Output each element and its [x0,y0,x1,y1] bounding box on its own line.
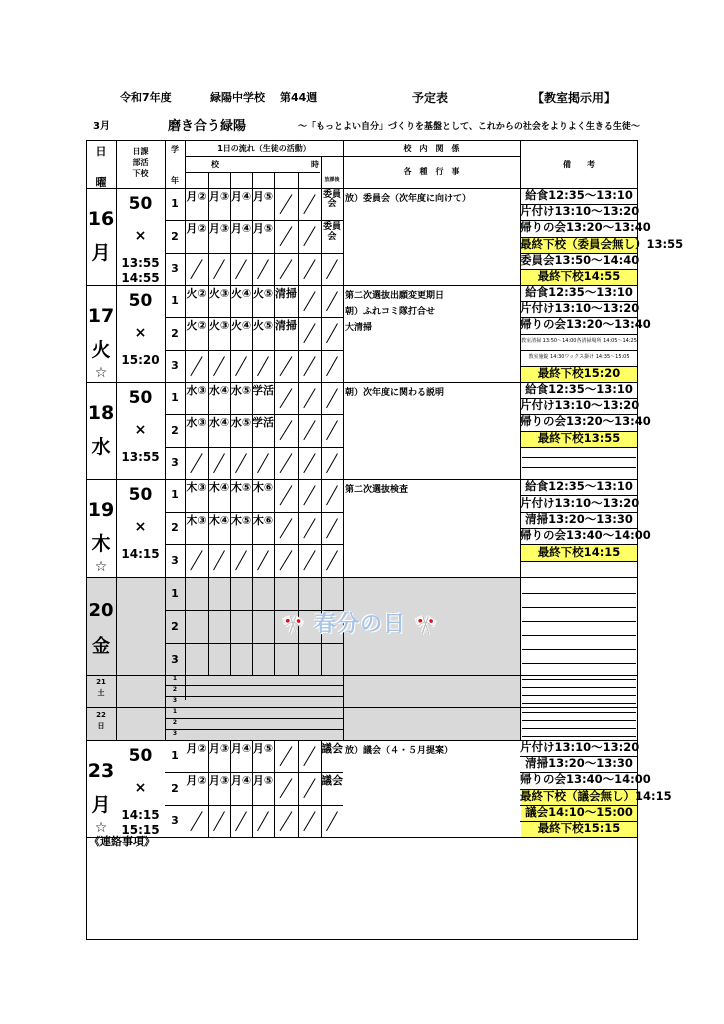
period-length: 50 [128,388,153,408]
slash-mark [185,544,208,577]
day-of-week: 月 [91,242,111,264]
row-rule [165,685,343,686]
remark-text: 給食12:35～13:10 [525,382,633,397]
event-text: 放）委員会（次年度に向けて） [345,194,472,204]
period-cell: 火② [186,319,207,333]
period-cell: 月② [186,222,207,236]
event-text: 第二次選抜検査 [345,485,409,495]
period-length: 50 [128,194,153,214]
grade-number: 3 [172,697,178,704]
dismissal-time-2: 15:15 [121,823,160,837]
slash-mark [321,317,343,349]
slash-mark [185,805,208,837]
grade-number: 3 [171,553,179,567]
slash-mark [298,772,321,804]
event-text: 第二次選抜出願変更期日 [345,291,445,301]
period-cell: 火③ [208,287,230,300]
remark-text: 片付け13:10～13:20 [520,398,640,413]
weekend-date: 22 [96,711,106,719]
col-after: 放課後 [324,177,340,183]
period-cell: 月③ [208,190,230,203]
day-date: 17 [87,305,115,327]
grade-number: 1 [171,488,179,502]
slash-mark [321,382,343,414]
remark-text: 給食12:35～13:10 [525,188,633,203]
slash-mark [252,805,274,837]
period-cell: 月⑤ [252,190,274,203]
period-length: 50 [128,746,153,766]
event-text: 大清掃 [345,323,373,333]
remark-text: 清掃13:20～13:30 [525,511,633,526]
dismissal-time: 13:55 [121,450,160,464]
grade-number: 1 [172,708,178,715]
period-cell: 月③ [208,222,230,236]
slash-mark [298,350,321,382]
remark-text: 帰りの会13:20～13:40 [520,220,651,235]
slash-mark [274,447,298,479]
slash-mark [298,805,321,837]
day-of-week: 火 [91,339,111,361]
remark-text: 最終下校15:15 [537,820,621,835]
slash-mark [274,253,298,285]
remark-text: 教室施錠 14:30ワックス掛け 14:35～15:05 [528,353,630,360]
slash-mark [252,253,274,285]
blank-line [522,679,636,680]
remark-text: 片付け13:10～13:20 [520,495,640,510]
slash-mark [274,350,298,382]
motto: 磨き合う緑陽 [168,119,247,134]
col-rule [230,172,231,188]
blank-line [522,635,636,636]
period-cell: 学活 [252,416,274,430]
slash-mark [230,544,252,577]
period-cell: 月④ [230,222,252,236]
period-cell: 木③ [186,513,207,527]
slash-mark [252,447,274,479]
dismissal-time: 15:20 [121,353,160,367]
period-rule [252,578,253,675]
dismissal-time: 14:15 [121,808,160,822]
remark-text: 帰りの会13:20～13:40 [520,414,651,429]
day-date: 16 [87,208,115,230]
grade-number: 3 [171,358,179,372]
col-sched-1: 日課 [132,147,149,156]
remark-text: 議会14:10～15:00 [525,804,633,819]
row-rule [165,718,343,719]
slash-mark [274,772,298,804]
row-rule [165,610,343,611]
header-rule [185,156,343,157]
slash-mark [274,805,298,837]
slash-mark [298,188,321,220]
slash-mark [230,350,252,382]
period-cell: 清掃 [275,287,297,300]
star-icon: ☆ [94,365,108,381]
period-cell: 木④ [208,481,230,494]
slash-mark [230,805,252,837]
slash-mark [321,253,343,285]
remark-text: 最終下校15:20 [537,365,621,380]
period-cell: 水③ [186,416,207,430]
blank-line [522,663,636,664]
period-cell: 木⑥ [252,513,274,527]
remark-text: 片付け13:10～13:20 [520,301,640,316]
blank-line [522,621,636,622]
day-of-week: 木 [91,533,111,555]
col-kou: 校 [211,160,219,169]
slash-mark [298,447,321,479]
cross-mark: × [134,228,147,244]
period-cell: 月⑤ [252,222,274,236]
slash-mark [274,382,298,414]
event-text: 朝）次年度に関わる説明 [345,388,445,398]
remark-text: 最終下校（委員会無し）13:55 [520,236,684,251]
slash-mark [208,544,230,577]
remark-text: 委員会13:50～14:40 [520,252,640,267]
grade-number: 1 [171,587,179,600]
period-cell: 火⑤ [252,287,274,300]
period-cell: 水④ [208,416,230,430]
flag-icon: 🎌 [282,615,306,636]
slash-mark [208,350,230,382]
grade-number: 2 [172,719,178,726]
period-cell: 火④ [230,319,252,333]
week-label: 第44週 [280,91,318,104]
dismissal-time-2: 14:55 [121,271,160,285]
slash-mark [321,414,343,446]
grade-number: 3 [171,813,179,827]
period-cell: 水④ [208,384,230,397]
page-title: 予定表 [412,91,449,105]
remark-rule [520,334,638,335]
grade-number: 1 [171,749,179,763]
slash-mark [252,350,274,382]
remark-text: 帰りの会13:40～14:00 [520,772,651,787]
slash-mark [321,479,343,512]
grade-number: 2 [172,686,178,693]
holiday-name [282,614,438,636]
col-rule [274,172,275,188]
cross-mark: × [134,325,147,341]
slash-mark [274,479,298,512]
grade-number: 1 [172,675,178,682]
slash-mark [321,447,343,479]
blank-line [522,728,636,729]
col-nai: 校 内 関 係 [403,144,460,153]
period-cell: 木④ [208,513,230,527]
period-cell: 月⑤ [252,742,274,755]
dismissal-time: 14:15 [121,547,160,561]
slash-mark [274,512,298,545]
remark-text: 給食12:35～13:10 [525,285,633,300]
slash-mark [274,188,298,220]
slash-mark [230,447,252,479]
period-cell: 水⑤ [230,416,252,430]
day-of-week: 水 [91,436,111,458]
period-rule [230,578,231,675]
grade-number: 1 [171,197,179,211]
contact-label: 《連絡事項》 [89,835,155,848]
weekend-dow: 日 [97,722,105,730]
col-gaku: 学 [171,145,179,154]
period-length: 50 [128,291,153,311]
period-cell: 月④ [230,190,252,203]
slash-mark [208,253,230,285]
grade-number: 2 [171,423,179,437]
slash-mark [185,253,208,285]
flag-icon: 🎌 [414,615,439,636]
period-cell: 火② [186,287,207,300]
slash-mark [298,317,321,349]
remark-rule [520,447,638,448]
slash-mark [321,544,343,577]
day-of-week: 月 [91,794,111,816]
col-events: 各 種 行 事 [403,167,460,176]
period-cell: 委員会 [322,222,341,242]
slash-mark [321,805,343,837]
period-cell: 学活 [252,384,274,397]
period-cell: 火⑤ [252,319,274,333]
slogan: ～「もっとよい自分」づくりを基盤として、これからの社会をよりよく生きる生徒～ [298,122,640,132]
grade-number: 1 [171,294,179,308]
col-sched-2: 部活 [132,158,149,167]
grade-number: 3 [172,730,178,737]
slash-mark [208,447,230,479]
slash-mark [298,479,321,512]
period-cell: 木⑥ [252,481,274,494]
holiday-date: 20 [88,600,114,621]
period-rule [274,578,275,675]
blank-line [522,712,636,713]
slash-mark [298,220,321,252]
row-rule [165,643,343,644]
remark-text: 最終下校14:15 [537,544,621,559]
remark-text: 清掃13:20～13:30 [525,756,633,771]
slash-mark [185,447,208,479]
blank-line [522,607,636,608]
blank-line [522,695,636,696]
period-cell: 水⑤ [230,384,252,397]
slash-mark [274,220,298,252]
col-biko: 備 考 [563,160,595,169]
period-cell: 木⑤ [230,513,252,527]
day-date: 23 [87,760,115,782]
period-cell: 清掃 [275,319,297,333]
slash-mark [321,350,343,382]
cross-mark: × [134,519,147,535]
cross-mark: × [134,780,147,796]
slash-mark [274,544,298,577]
day-separator [86,707,638,708]
period-cell: 委員会 [322,190,341,210]
display-tag: 【教室掲示用】 [532,91,617,105]
period-rule [208,578,209,675]
period-cell: 水③ [186,384,207,397]
period-cell: 議会 [321,742,343,755]
col-day: 日 [95,145,107,158]
period-cell: 月② [186,774,207,788]
slash-mark [274,740,298,772]
holiday-dow: 金 [92,636,110,657]
slash-mark [185,350,208,382]
period-cell: 火④ [230,287,252,300]
remark-text: 帰りの会13:20～13:40 [520,317,651,332]
dismissal-time: 13:55 [121,256,160,270]
slash-mark [208,805,230,837]
period-cell: 月④ [230,742,252,755]
period-cell: 議会 [321,774,343,788]
col-rule [298,172,299,188]
slash-mark [252,544,274,577]
remark-text: 給食12:35～13:10 [525,479,633,494]
remark-text: 片付け13:10～13:20 [520,204,640,219]
cross-mark: × [134,422,147,438]
slash-mark [274,414,298,446]
slash-mark [298,740,321,772]
period-cell: 月④ [230,774,252,788]
remark-text: 教室清掃 13:50～14:00各清掃場所 14:05～14:25 [521,337,637,344]
period-cell: 月③ [208,742,230,755]
school-name: 緑陽中学校 [210,91,265,104]
blank-line [522,720,636,721]
header-rule [343,156,520,157]
month-label: 3月 [93,121,110,132]
day-separator [86,577,638,578]
remark-text: 最終下校（議会無し）14:15 [520,788,672,803]
remark-rule [520,837,638,838]
grade-number: 2 [171,521,179,534]
slash-mark [321,512,343,545]
period-cell: 火③ [208,319,230,333]
day-date: 18 [87,402,115,424]
col-ji: 時 [311,160,319,169]
grade-number: 2 [171,229,179,243]
period-cell: 木⑤ [230,481,252,494]
period-cell: 月② [186,190,207,203]
grade-number: 2 [171,326,179,340]
col-nen: 年 [171,176,179,185]
event-text: 朝）ふれコミ隊打合せ [345,307,436,317]
col-rule [252,172,253,188]
remark-rule [520,561,638,562]
period-cell: 月③ [208,774,230,788]
period-length: 50 [128,485,153,505]
blank-line [522,687,636,688]
blank-line [522,467,636,468]
blank-line [522,593,636,594]
star-icon: ☆ [94,559,108,575]
grade-number: 1 [171,391,179,405]
remark-text: 帰りの会13:40～14:00 [520,528,651,543]
blank-line [522,649,636,650]
grade-number: 3 [171,653,179,666]
slash-mark [298,253,321,285]
period-cell: 月⑤ [252,774,274,788]
era-label: 令和7年度 [120,91,172,104]
blank-line [522,736,636,737]
star-icon: ☆ [94,820,108,836]
grade-number: 2 [171,620,179,633]
slash-mark [321,285,343,317]
weekend-dow: 土 [97,689,105,697]
blank-line [522,703,636,704]
remark-text: 片付け13:10～13:20 [520,740,640,755]
slash-mark [298,414,321,446]
grade-number: 3 [171,261,179,275]
row-rule [165,729,343,730]
weekend-date: 21 [96,678,106,686]
col-rule [343,140,344,740]
remark-text: 最終下校13:55 [537,430,621,445]
slash-mark [298,285,321,317]
row-rule [165,696,343,697]
blank-line [522,457,636,458]
col-flow: 1日の流れ（生徒の活動） [217,144,311,153]
period-cell: 月② [186,742,207,755]
col-rule [208,172,209,188]
grade-number: 2 [171,781,179,795]
slash-mark [298,382,321,414]
col-sched-3: 下校 [132,169,149,178]
event-text: 放）議会（４・５月提案） [345,746,454,756]
slash-mark [230,253,252,285]
slash-mark [298,512,321,545]
remark-text: 最終下校14:55 [537,268,621,283]
day-date: 19 [87,499,115,521]
remark-rule [520,350,638,351]
holiday-name-text: 春分の日 [314,612,407,637]
slash-mark [298,544,321,577]
grade-number: 3 [171,455,179,469]
col-youbi: 曜 [95,176,107,189]
period-cell: 木③ [186,481,207,494]
